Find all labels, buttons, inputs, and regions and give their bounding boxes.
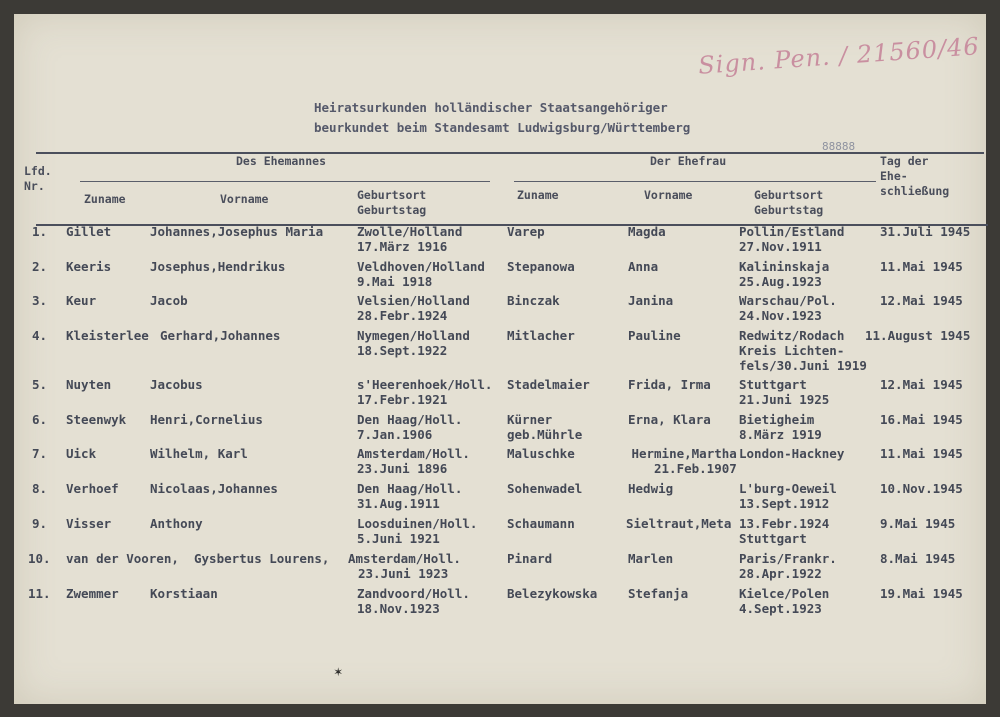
- marriage-date: 11.Mai 1945: [880, 446, 963, 461]
- table-row: [14, 446, 986, 486]
- wife-surname: Maluschke: [507, 446, 575, 461]
- marriage-date: 16.Mai 1945: [880, 412, 963, 427]
- table-row: [14, 551, 986, 591]
- husband-firstname: Korstiaan: [150, 586, 218, 601]
- header-group-husband: Des Ehemannes: [236, 154, 327, 168]
- header-marriage-date: Tag der Ehe- schließung: [880, 154, 950, 198]
- table-row: [14, 377, 986, 417]
- row-number: 11.: [28, 586, 51, 601]
- husband-firstname: Jacob: [150, 293, 188, 308]
- row-number: 7.: [32, 446, 48, 461]
- document-subtitle: beurkundet beim Standesamt Ludwigsburg/Württemberg: [314, 120, 691, 135]
- wife-surname: Schaumann: [507, 516, 575, 531]
- husband-group-underline: [80, 181, 490, 182]
- ink-spot: ✶: [334, 664, 343, 680]
- husband-birth: Nymegen/Holland 18.Sept.1922: [357, 328, 470, 358]
- row-number: 6.: [32, 412, 48, 427]
- husband-birth: Den Haag/Holl. 31.Aug.1911: [357, 481, 463, 511]
- wife-birth: Bietigheim 8.März 1919: [739, 412, 822, 442]
- row-number: 9.: [32, 516, 48, 531]
- husband-surname: Nuyten: [66, 377, 112, 392]
- husband-surname: Visser: [66, 516, 112, 531]
- wife-firstname: Pauline: [628, 328, 681, 343]
- wife-firstname: Magda: [628, 224, 666, 239]
- row-number: 8.: [32, 481, 48, 496]
- wife-surname: Belezykowska: [507, 586, 598, 601]
- husband-birth: Amsterdam/Holl. 23.Juni 1923: [348, 551, 461, 581]
- wife-birth: Stuttgart 21.Juni 1925: [739, 377, 830, 407]
- row-number: 3.: [32, 293, 48, 308]
- marriage-date: 9.Mai 1945: [880, 516, 956, 531]
- wife-firstname: Hedwig: [628, 481, 674, 496]
- husband-birth: Amsterdam/Holl. 23.Juni 1896: [357, 446, 470, 476]
- header-wife-firstname: Vorname: [644, 188, 693, 202]
- wife-firstname: Erna, Klara: [628, 412, 711, 427]
- wife-birth: Paris/Frankr. 28.Apr.1922: [739, 551, 837, 581]
- wife-birth: Pollin/Estland 27.Nov.1911: [739, 224, 845, 254]
- husband-firstname: Josephus,Hendrikus: [150, 259, 286, 274]
- husband-birth: s'Heerenhoek/Holl. 17.Febr.1921: [357, 377, 493, 407]
- husband-surname: van der Vooren,: [66, 551, 179, 566]
- marriage-date: 31.Juli 1945: [880, 224, 971, 239]
- header-top-rule: [36, 152, 984, 154]
- husband-surname: Keur: [66, 293, 97, 308]
- wife-firstname: Janina: [628, 293, 674, 308]
- header-group-wife: Der Ehefrau: [650, 154, 727, 168]
- wife-birth: L'burg-Oeweil 13.Sept.1912: [739, 481, 837, 511]
- document-title: Heiratsurkunden holländischer Staatsangehöriger: [314, 100, 668, 115]
- stamp-number: 88888: [822, 140, 856, 153]
- wife-firstname: Anna: [628, 259, 659, 274]
- marriage-date: 19.Mai 1945: [880, 586, 963, 601]
- header-birth: Geburtsort Geburtstag: [357, 188, 427, 217]
- pencil-annotation: Sign. Pen. / 21560/46: [697, 32, 981, 80]
- table-row: [14, 481, 986, 521]
- marriage-date: 8.Mai 1945: [880, 551, 956, 566]
- husband-firstname: Johannes,Josephus Maria: [150, 224, 324, 239]
- wife-birth: Warschau/Pol. 24.Nov.1923: [739, 293, 837, 323]
- husband-surname: Keeris: [66, 259, 112, 274]
- husband-firstname: Jacobus: [150, 377, 203, 392]
- row-number: 5.: [32, 377, 48, 392]
- wife-surname: Pinard: [507, 551, 553, 566]
- husband-birth: Loosduinen/Holl. 5.Juni 1921: [357, 516, 478, 546]
- header-wife-birth: Geburtsort Geburtstag: [754, 188, 824, 217]
- husband-surname: Uick: [66, 446, 97, 461]
- row-number: 4.: [32, 328, 48, 343]
- row-number: 2.: [32, 259, 48, 274]
- wife-surname: Kürner geb.Mührle: [507, 412, 583, 442]
- husband-firstname: Anthony: [150, 516, 203, 531]
- table-row: [14, 586, 986, 626]
- husband-firstname: Gysbertus Lourens,: [194, 551, 330, 566]
- marriage-date: 12.Mai 1945: [880, 377, 963, 392]
- wife-surname: Binczak: [507, 293, 560, 308]
- header-wife-surname: Zuname: [517, 188, 559, 202]
- marriage-date: 11.Mai 1945: [880, 259, 963, 274]
- wife-surname: Varep: [507, 224, 545, 239]
- wife-firstname: Frida, Irma: [628, 377, 711, 392]
- register-card: [14, 14, 986, 704]
- wife-birth: 13.Febr.1924 Stuttgart: [739, 516, 830, 546]
- wife-firstname: Sieltraut,Meta: [626, 516, 732, 531]
- husband-surname: Zwemmer: [66, 586, 119, 601]
- wife-firstname: Marlen: [628, 551, 674, 566]
- wife-surname: Stepanowa: [507, 259, 575, 274]
- wife-group-underline: [514, 181, 876, 182]
- husband-birth: Velsien/Holland 28.Febr.1924: [357, 293, 470, 323]
- wife-birth: Kielce/Polen 4.Sept.1923: [739, 586, 830, 616]
- husband-birth: Den Haag/Holl. 7.Jan.1906: [357, 412, 463, 442]
- husband-firstname: Wilhelm, Karl: [150, 446, 248, 461]
- table-row: [14, 328, 986, 376]
- table-row: [14, 293, 986, 333]
- marriage-date: 11.August 1945: [865, 328, 971, 343]
- husband-firstname: Henri,Cornelius: [150, 412, 263, 427]
- husband-firstname: Gerhard,Johannes: [160, 328, 281, 343]
- husband-birth: Veldhoven/Holland 9.Mai 1918: [357, 259, 485, 289]
- wife-firstname: Stefanja: [628, 586, 689, 601]
- table-row: [14, 516, 986, 556]
- wife-surname: Stadelmaier: [507, 377, 590, 392]
- wife-birth: Kalininskaja 25.Aug.1923: [739, 259, 830, 289]
- marriage-date: 10.Nov.1945: [880, 481, 963, 496]
- husband-surname: Steenwyk: [66, 412, 127, 427]
- husband-birth: Zwolle/Holland 17.März 1916: [357, 224, 463, 254]
- marriage-date: 12.Mai 1945: [880, 293, 963, 308]
- husband-surname: Verhoef: [66, 481, 119, 496]
- row-number: 10.: [28, 551, 51, 566]
- husband-surname: Kleisterlee: [66, 328, 149, 343]
- header-firstname: Vorname: [220, 192, 269, 206]
- wife-birth: Redwitz/Rodach Kreis Lichten- fels/30.Juni 1919: [739, 328, 867, 373]
- husband-firstname: Nicolaas,Johannes: [150, 481, 278, 496]
- wife-surname: Mitlacher: [507, 328, 575, 343]
- wife-birth: London-Hackney: [739, 446, 845, 461]
- header-nr: Lfd. Nr.: [24, 164, 52, 193]
- header-surname: Zuname: [84, 192, 126, 206]
- row-number: 1.: [32, 224, 48, 239]
- wife-surname: Sohenwadel: [507, 481, 583, 496]
- wife-firstname: Hermine,Martha 21.Feb.1907: [631, 446, 737, 476]
- table-row: [14, 224, 986, 264]
- husband-surname: Gillet: [66, 224, 112, 239]
- husband-birth: Zandvoord/Holl. 18.Nov.1923: [357, 586, 470, 616]
